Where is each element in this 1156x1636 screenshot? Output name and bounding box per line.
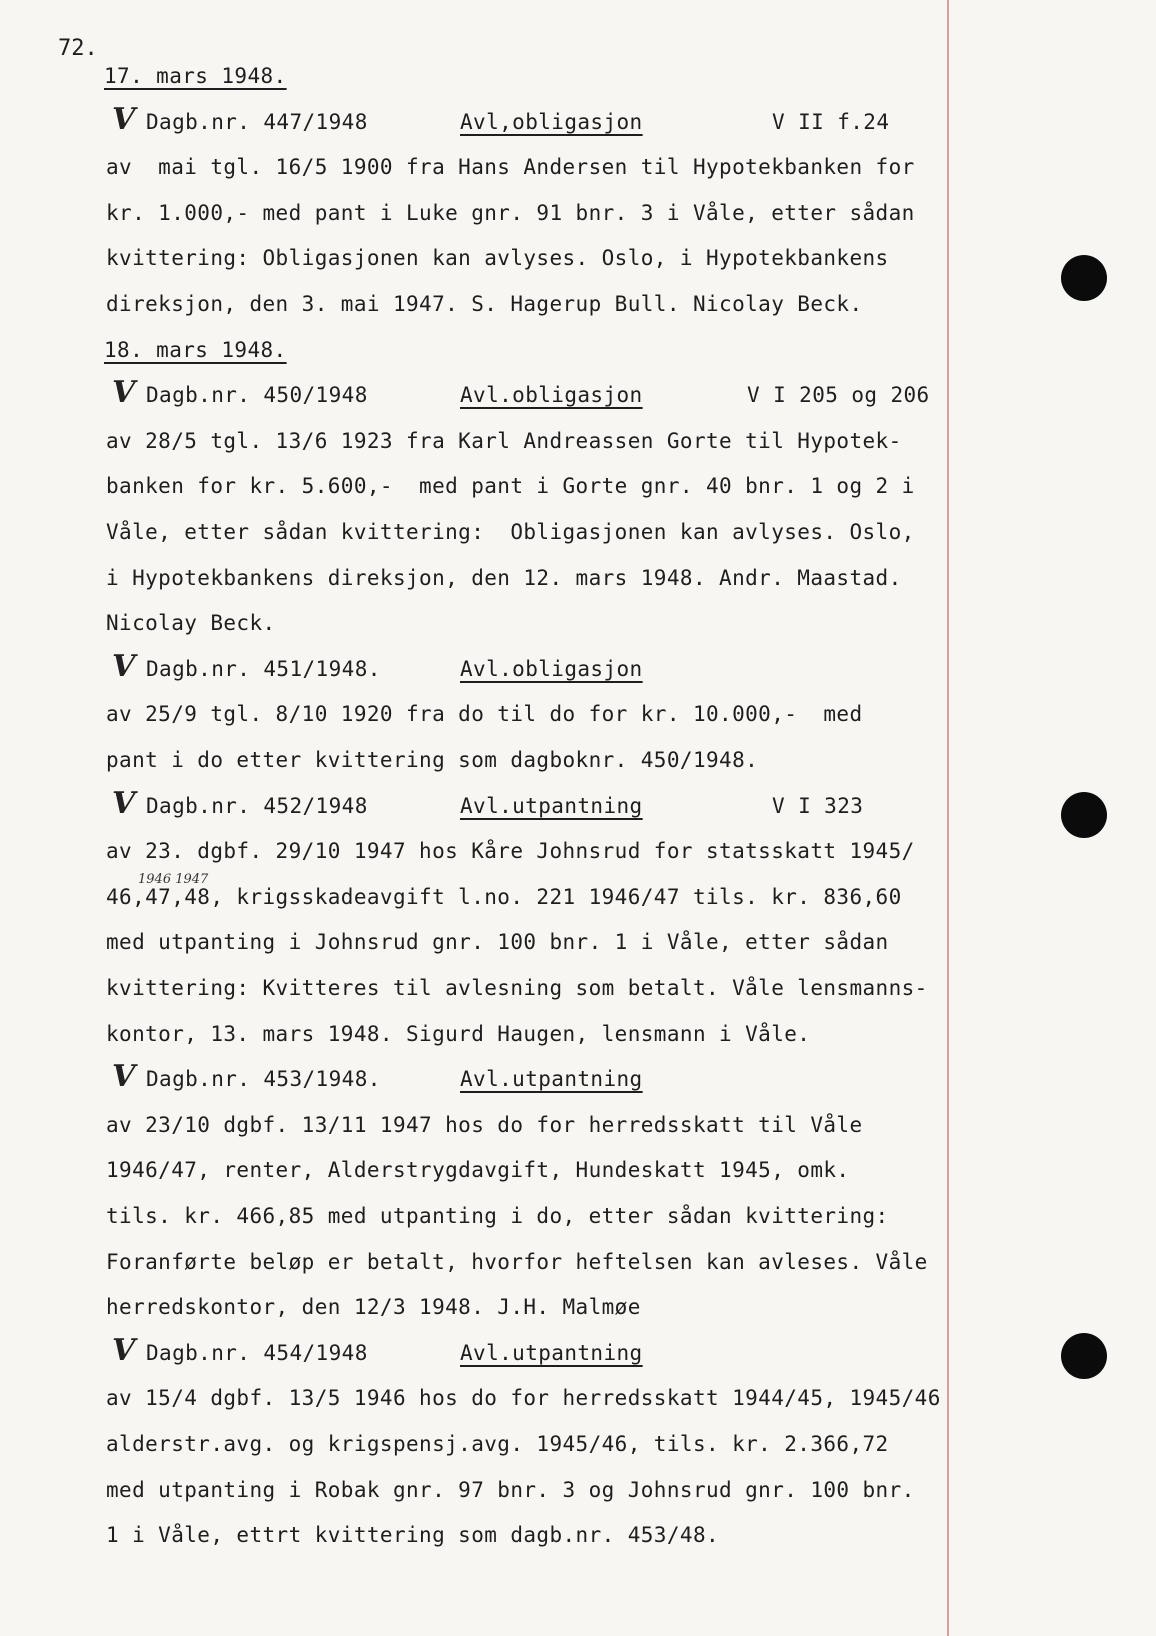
check-mark: V bbox=[112, 648, 136, 684]
entry-text-line: Våle, etter sådan kvittering: Obligasjonen kan avlyses. Oslo, bbox=[106, 520, 915, 544]
entry-text-line: av 23/10 dgbf. 13/11 1947 hos do for herredsskatt til Våle bbox=[106, 1112, 863, 1137]
volume-reference: V II f.24 bbox=[772, 109, 890, 134]
entry-text-line: Foranførte beløp er betalt, hvorfor heftelsen kan avleses. Våle bbox=[106, 1249, 928, 1274]
check-mark: V bbox=[112, 785, 136, 821]
entry-type: Avl.obligasjon bbox=[460, 656, 643, 681]
dagbok-number: Dagb.nr. 451/1948. bbox=[146, 656, 381, 681]
entry-text-line: kvittering: Obligasjonen kan avlyses. Oslo, i Hypotekbankens bbox=[106, 246, 889, 271]
entry-date: 17. mars 1948. bbox=[104, 64, 287, 88]
entry-text-line: kr. 1.000,- med pant i Luke gnr. 91 bnr. 3 i Våle, etter sådan bbox=[106, 200, 915, 225]
volume-reference: V I 205 og 206 bbox=[747, 383, 930, 408]
entry-type: Avl.utpantning bbox=[460, 793, 643, 818]
check-mark: V bbox=[112, 375, 136, 411]
entry-text-line: i Hypotekbankens direksjon, den 12. mars 1948. Andr. Maastad. bbox=[106, 565, 902, 590]
entry-text-line: av 15/4 dgbf. 13/5 1946 hos do for herredsskatt 1944/45, 1945/46 bbox=[106, 1386, 941, 1411]
punch-hole bbox=[1061, 1333, 1107, 1379]
dagbok-number: Dagb.nr. 452/1948 bbox=[146, 793, 368, 818]
entry-text-line: av 23. dgbf. 29/10 1947 hos Kåre Johnsrud for statsskatt 1945/ bbox=[106, 839, 915, 864]
dagbok-number: Dagb.nr. 454/1948 bbox=[146, 1340, 368, 1365]
entry-text-line: direksjon, den 3. mai 1947. S. Hagerup Bull. Nicolay Beck. bbox=[106, 292, 863, 316]
entry-text-line: av 28/5 tgl. 13/6 1923 fra Karl Andreassen Gorte til Hypotek- bbox=[106, 428, 902, 453]
page-number: 72. bbox=[58, 36, 98, 61]
handwritten-note: 1946 1947 bbox=[138, 872, 209, 887]
dagbok-number: Dagb.nr. 447/1948 bbox=[146, 109, 368, 134]
entry-text-line: av 25/9 tgl. 8/10 1920 fra do til do for kr. 10.000,- med bbox=[106, 702, 863, 727]
margin-rule bbox=[947, 0, 949, 1636]
entry-text-line: pant i do etter kvittering som dagboknr. 450/1948. bbox=[106, 748, 759, 772]
entry-type: Avl,obligasjon bbox=[460, 109, 643, 134]
entry-text-line: med utpanting i Johnsrud gnr. 100 bnr. 1 i Våle, etter sådan bbox=[106, 930, 889, 955]
entry-text-line: alderstr.avg. og krigspensj.avg. 1945/46, tils. kr. 2.366,72 bbox=[106, 1432, 889, 1456]
entry-text-line: Nicolay Beck. bbox=[106, 611, 276, 636]
punch-hole bbox=[1061, 255, 1107, 301]
entry-text-line: kvittering: Kvitteres til avlesning som betalt. Våle lensmanns- bbox=[106, 976, 928, 1000]
punch-hole bbox=[1061, 792, 1107, 838]
entry-text-line: 1946/47, renter, Alderstrygdavgift, Hundeskatt 1945, omk. bbox=[106, 1158, 850, 1183]
volume-reference: V I 323 bbox=[772, 793, 864, 818]
entry-text-line: kontor, 13. mars 1948. Sigurd Haugen, lensmann i Våle. bbox=[106, 1021, 811, 1046]
dagbok-number: Dagb.nr. 453/1948. bbox=[146, 1067, 381, 1092]
entry-type: Avl.utpantning bbox=[460, 1067, 643, 1092]
entry-text-line: 46,47,48, krigsskadeavgift l.no. 221 1946/47 tils. kr. 836,60 bbox=[106, 884, 902, 909]
check-mark: V bbox=[112, 1332, 136, 1368]
entry-text-line: banken for kr. 5.600,- med pant i Gorte gnr. 40 bnr. 1 og 2 i bbox=[106, 474, 915, 499]
check-mark: V bbox=[112, 1059, 136, 1095]
entry-text-line: 1 i Våle, ettrt kvittering som dagb.nr. 453/48. bbox=[106, 1523, 720, 1548]
entry-text-line: tils. kr. 466,85 med utpanting i do, etter sådan kvittering: bbox=[106, 1204, 889, 1228]
check-mark: V bbox=[112, 101, 136, 137]
entry-date: 18. mars 1948. bbox=[104, 337, 287, 362]
entry-text-line: av mai tgl. 16/5 1900 fra Hans Andersen til Hypotekbanken for bbox=[106, 155, 915, 180]
dagbok-number: Dagb.nr. 450/1948 bbox=[146, 383, 368, 408]
entry-type: Avl.obligasjon bbox=[460, 383, 643, 408]
entry-type: Avl.utpantning bbox=[460, 1340, 643, 1365]
entry-text-line: herredskontor, den 12/3 1948. J.H. Malmøe bbox=[106, 1295, 641, 1320]
entry-text-line: med utpanting i Robak gnr. 97 bnr. 3 og Johnsrud gnr. 100 bnr. bbox=[106, 1477, 915, 1502]
